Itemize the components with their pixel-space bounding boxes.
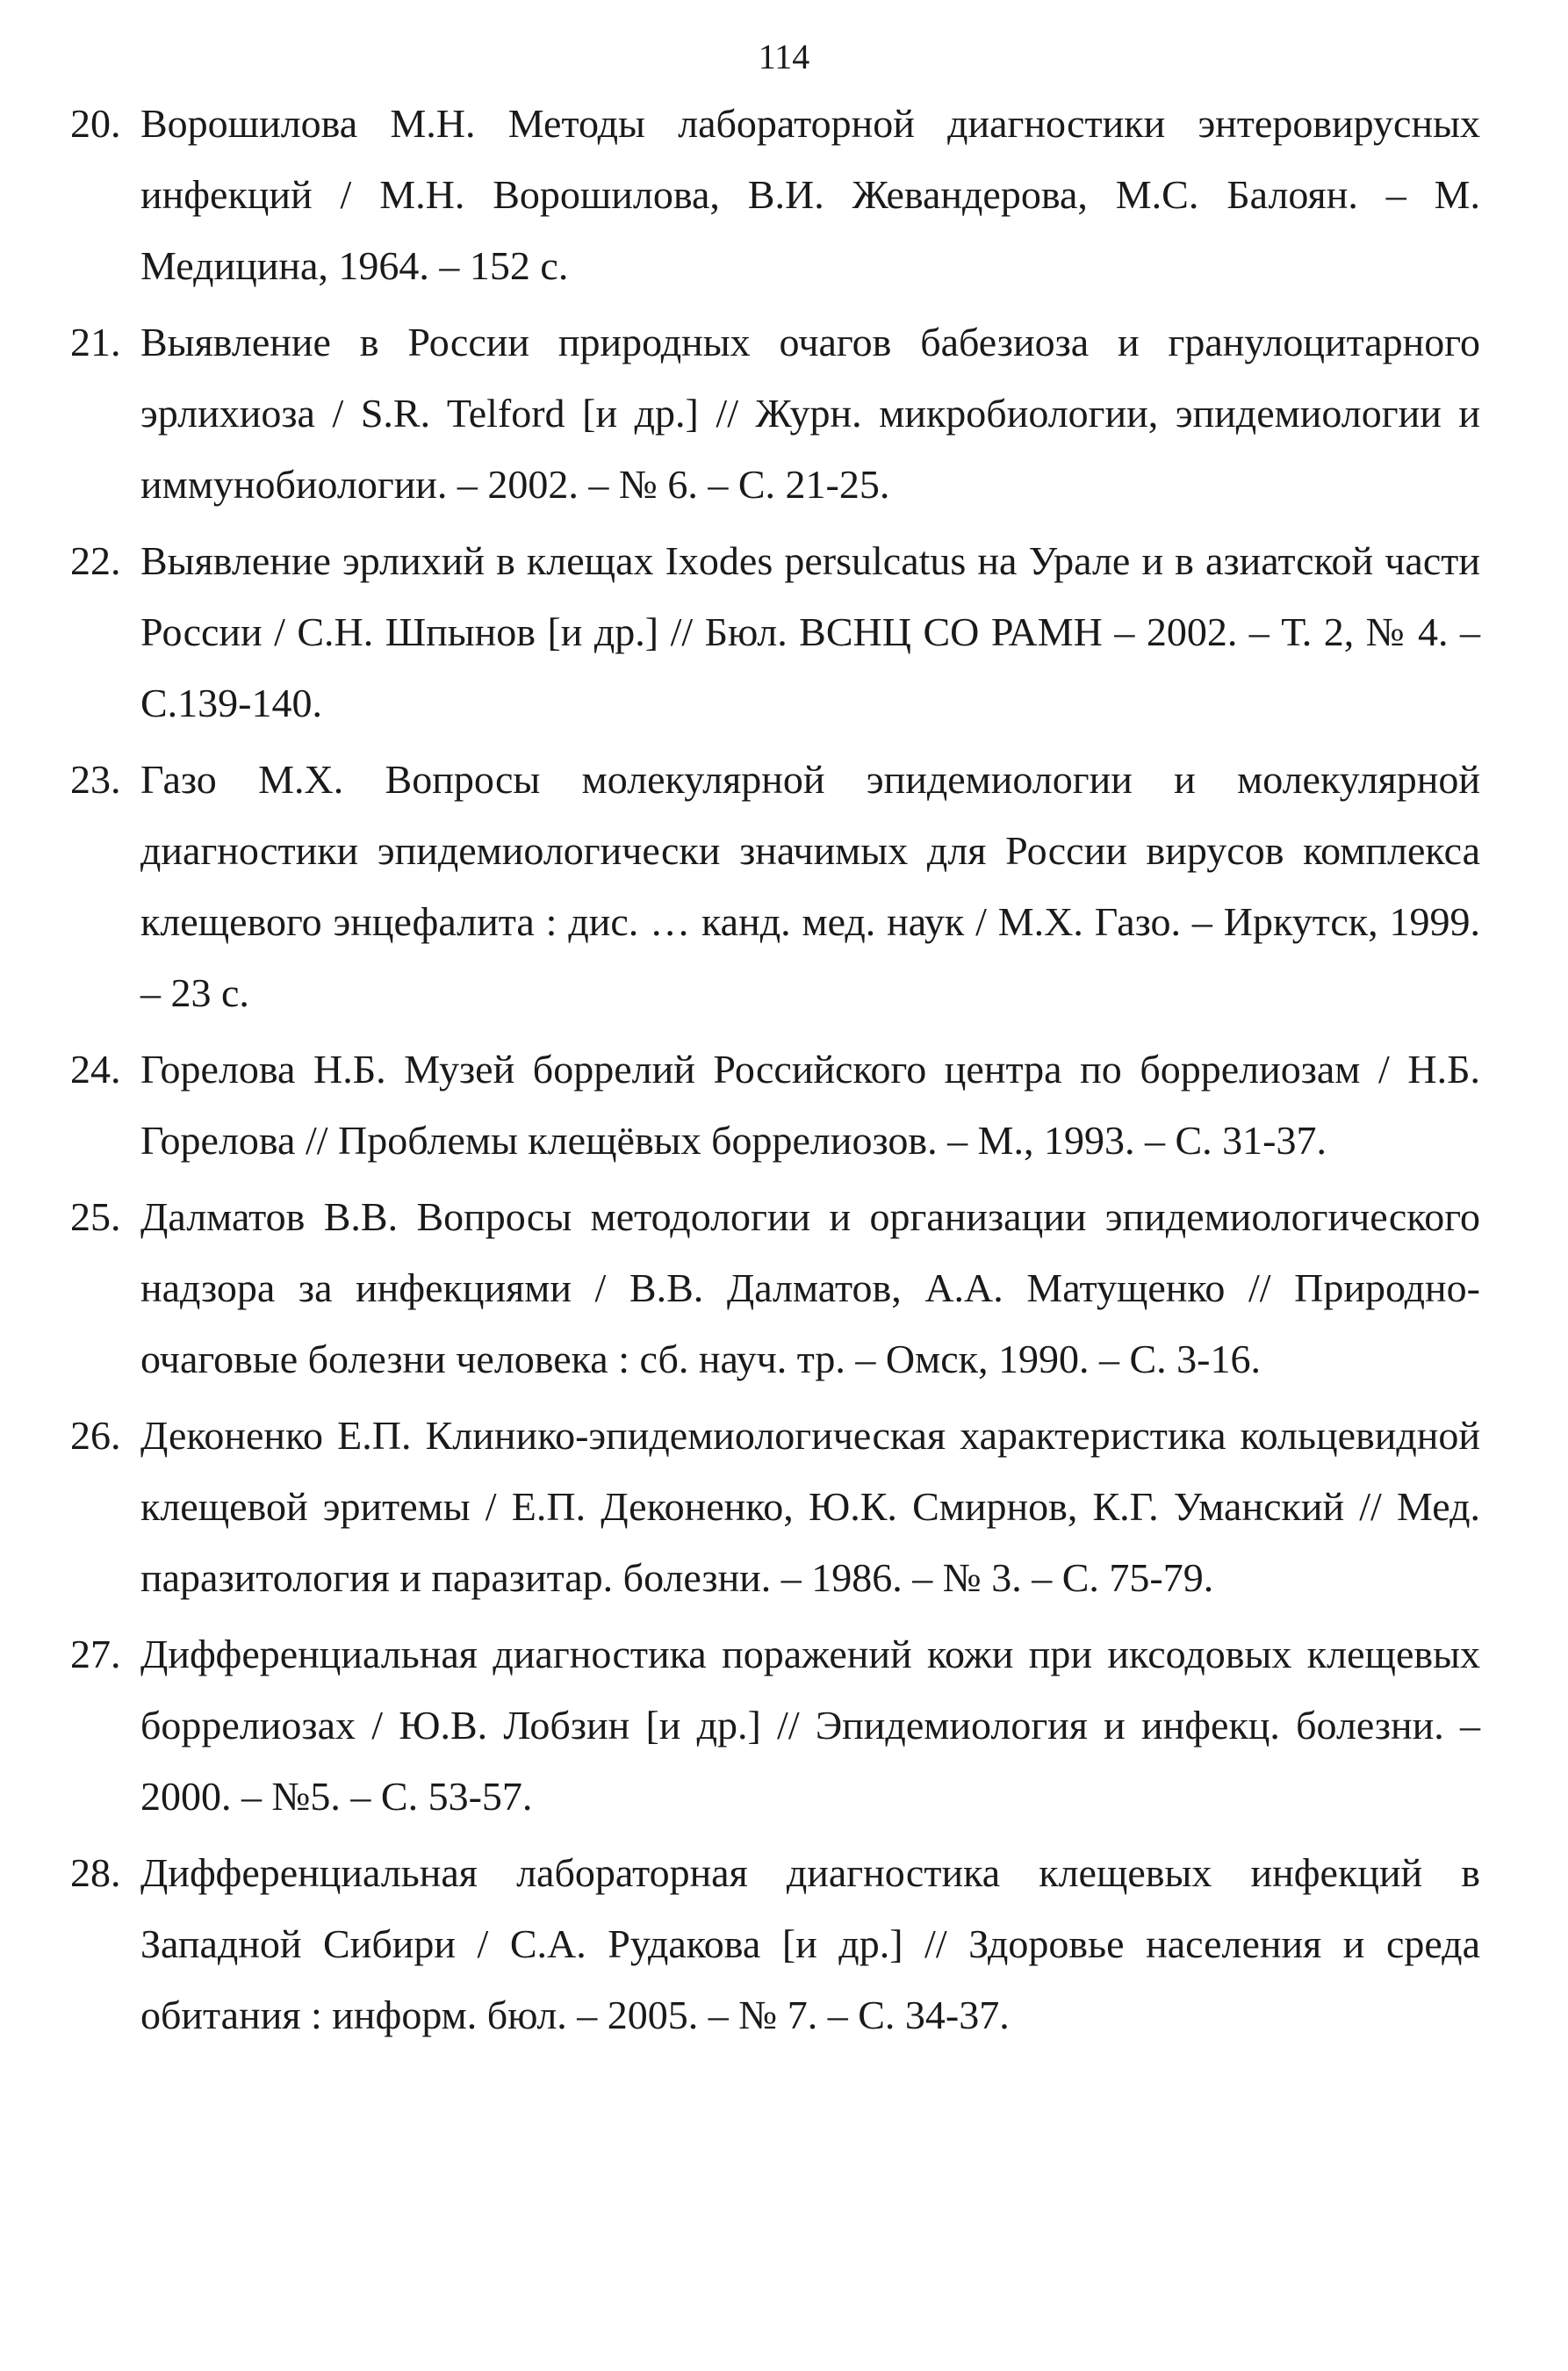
reference-text: Выявление в России природных очагов бабезиоза и гранулоцитарного эрлихиоза / S.R. Telford [и др.] // Журн. микробиологии, эпидемиологии и иммунобиологии. – 2002. – № 6. – С. 21-25. bbox=[140, 320, 1480, 507]
reference-item bbox=[0, 1400, 1568, 1613]
reference-item bbox=[0, 744, 1568, 1028]
reference-number: 25. bbox=[70, 1194, 121, 1239]
reference-text: Выявление эрлихий в клещах Ixodes persulcatus на Урале и в азиатской части России / С.Н. Шпынов [и др.] // Бюл. ВСНЦ СО РАМН – 2002. – Т. 2, № 4. – С.139-140. bbox=[140, 538, 1480, 725]
reference-number: 26. bbox=[70, 1413, 121, 1458]
reference-item bbox=[0, 525, 1568, 739]
page-number: 114 bbox=[758, 37, 810, 76]
reference-number: 23. bbox=[70, 757, 121, 802]
reference-number: 20. bbox=[70, 101, 121, 146]
reference-list bbox=[0, 88, 1568, 2056]
reference-number: 24. bbox=[70, 1047, 121, 1092]
reference-number: 28. bbox=[70, 1850, 121, 1895]
reference-item bbox=[0, 88, 1568, 301]
reference-item bbox=[0, 1837, 1568, 2050]
reference-item bbox=[0, 306, 1568, 520]
reference-text: Ворошилова М.Н. Методы лабораторной диагностики энтеровирусных инфекций / М.Н. Ворошилова, В.И. Жевандерова, М.С. Балоян. – М. Медицина, 1964. – 152 с. bbox=[140, 101, 1480, 288]
reference-text: Далматов В.В. Вопросы методологии и организации эпидемиологического надзора за инфекциями / В.В. Далматов, А.А. Матущенко // Природно-очаговые болезни человека : сб. науч. тр. – Омск, 1990. – С. 3-16. bbox=[140, 1194, 1480, 1381]
reference-item bbox=[0, 1181, 1568, 1394]
reference-text: Горелова Н.Б. Музей боррелий Российского центра по боррелиозам / Н.Б. Горелова // Проблемы клещёвых боррелиозов. – М., 1993. – С. 31-37. bbox=[140, 1047, 1480, 1163]
reference-item bbox=[0, 1034, 1568, 1176]
reference-number: 27. bbox=[70, 1632, 121, 1676]
reference-number: 21. bbox=[70, 320, 121, 364]
reference-text: Газо М.Х. Вопросы молекулярной эпидемиологии и молекулярной диагностики эпидемиологически значимых для России вирусов комплекса клещевого энцефалита : дис. … канд. мед. наук / М.Х. Газо. – Иркутск, 1999. – 23 с. bbox=[140, 757, 1480, 1015]
reference-text: Деконенко Е.П. Клинико-эпидемиологическая характеристика кольцевидной клещевой эритемы / Е.П. Деконенко, Ю.К. Смирнов, К.Г. Уманский // Мед. паразитология и паразитар. болезни. – 1986. – № 3. – С. 75-79. bbox=[140, 1413, 1480, 1600]
reference-number: 22. bbox=[70, 538, 121, 583]
reference-item bbox=[0, 1618, 1568, 1832]
reference-text: Дифференциальная лабораторная диагностика клещевых инфекций в Западной Сибири / С.А. Рудакова [и др.] // Здоровье населения и среда обитания : информ. бюл. – 2005. – № 7. – С. 34-37. bbox=[140, 1850, 1480, 2037]
reference-text: Дифференциальная диагностика поражений кожи при иксодовых клещевых боррелиозах / Ю.В. Лобзин [и др.] // Эпидемиология и инфекц. болезни. – 2000. – №5. – С. 53-57. bbox=[140, 1632, 1480, 1819]
